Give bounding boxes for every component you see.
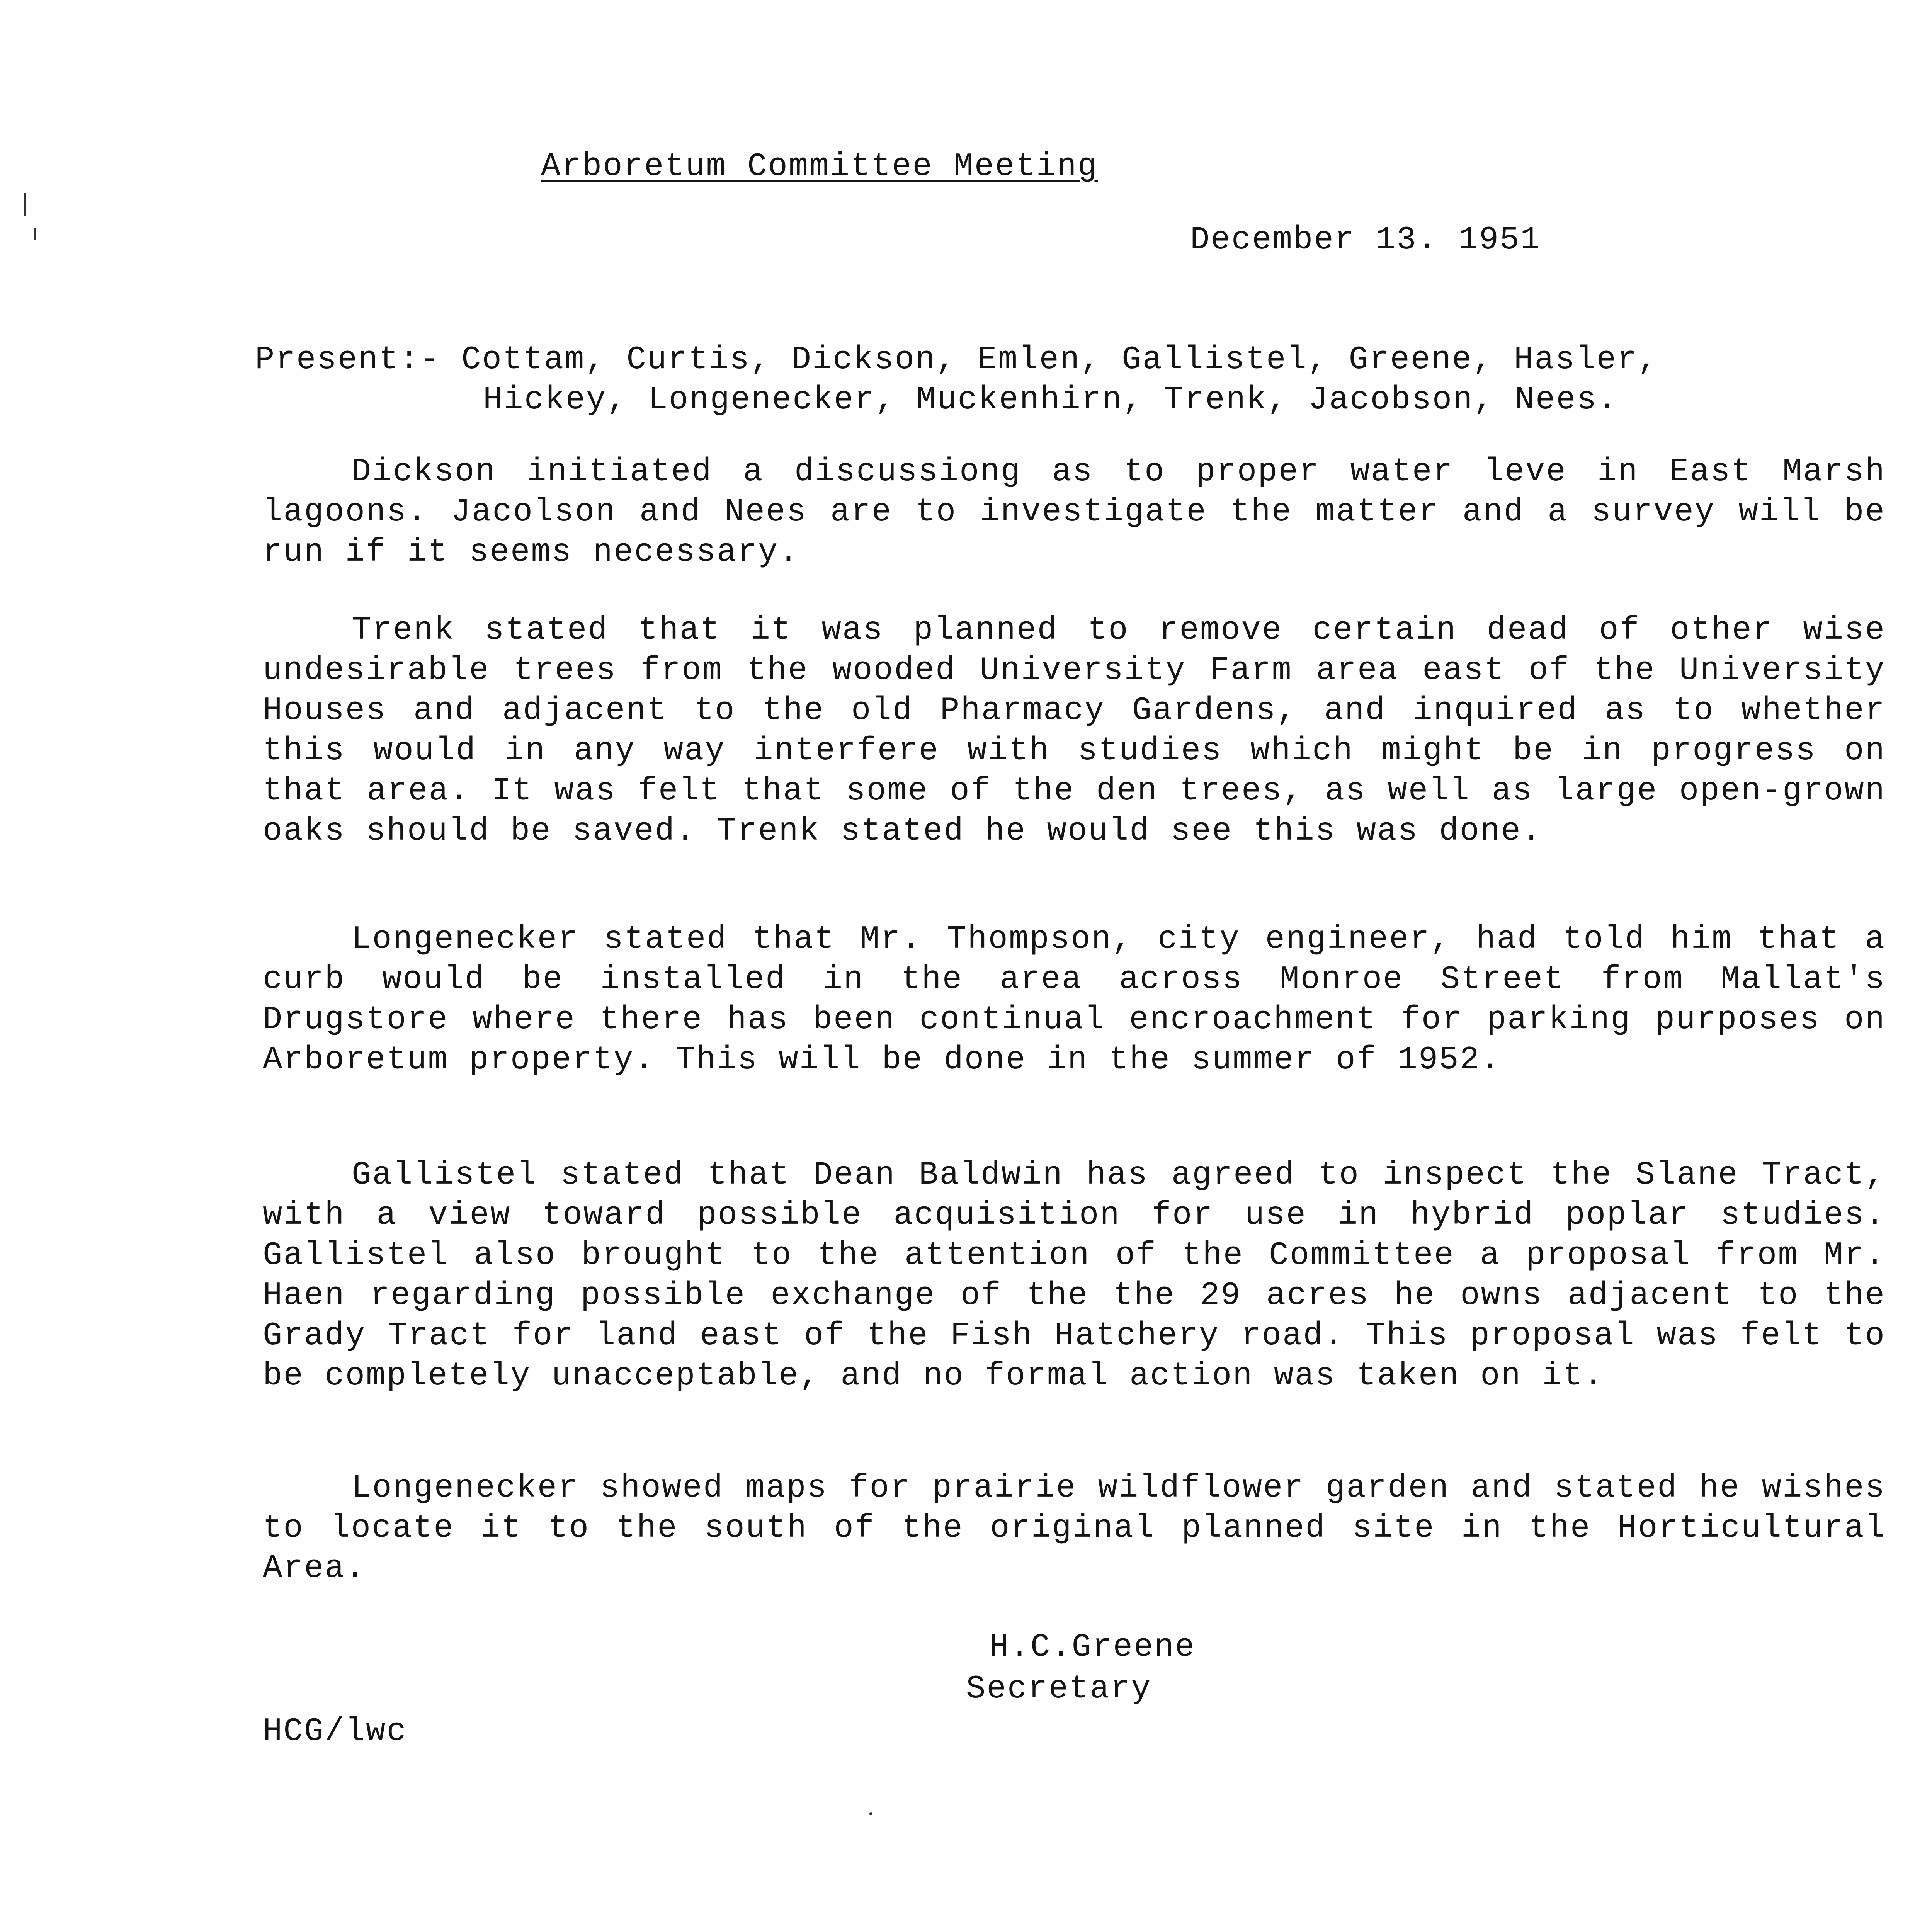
paragraph-3-text: Longenecker stated that Mr. Thompson, city engineer, had told him that a curb would be installed in the area across Monroe Street from Mallat's Drugstore where there has been continual encroachment for parking purposes on Arboretum property. This will be done in the summer of 1952. (263, 921, 1886, 1078)
paragraph-1-text: Dickson initiated a discussiong as to proper water leve in East Marsh lagoons. Jacolson and Nees are to investigate the matter and a survey will be run if it seems necessary. (263, 454, 1886, 571)
paragraph-5-text: Longenecker showed maps for prairie wildflower garden and stated he wishes to locate it to the south of the original planned site in the Horticultural Area. (263, 1470, 1886, 1587)
paragraph-2-text: Trenk stated that it was planned to remove certain dead of other wise undesirable trees from the wooded University Farm area east of the University Houses and adjacent to the old Pharmacy Gardens, and inquired as to whether this would in any way interfere with studies which might be in progress on that area. It was felt that some of the den trees, as well as large open-grown oaks should be saved. Trenk stated he would see this was done. (263, 612, 1886, 850)
paragraph-1 (263, 452, 1886, 573)
paragraph-5 (263, 1468, 1886, 1589)
paragraph-4 (263, 1155, 1886, 1396)
signature-title: Secretary (966, 1671, 1152, 1708)
scan-mark (869, 1812, 872, 1815)
paragraph-4-text: Gallistel stated that Dean Baldwin has agreed to inspect the Slane Tract, with a view toward possible acquisition for use in hybrid poplar studies. Gallistel also brought to the attention of the Committee a proposal from Mr. Haen regarding possible exchange of the the 29 acres he owns adjacent to the Grady Tract for land east of the Fish Hatchery road. This proposal was felt to be completely unacceptable, and no formal action was taken on it. (263, 1157, 1886, 1395)
scan-mark (34, 228, 36, 240)
typist-initials: HCG/lwc (263, 1713, 407, 1750)
paragraph-3 (263, 920, 1886, 1080)
signature-name: H.C.Greene (989, 1629, 1196, 1666)
meeting-date: December 13. 1951 (1190, 222, 1541, 259)
attendees-line-2: Hickey, Longenecker, Muckenhirn, Trenk, Jacobson, Nees. (483, 382, 1618, 418)
attendees-list (255, 340, 1878, 420)
signature-block (966, 1627, 1196, 1710)
attendees-line-1: Present:- Cottam, Curtis, Dickson, Emlen, Gallistel, Greene, Hasler, (255, 342, 1658, 378)
paragraph-2 (263, 611, 1886, 852)
scan-mark (24, 193, 26, 216)
document-title: Arboretum Committee Meeting (541, 148, 1099, 185)
